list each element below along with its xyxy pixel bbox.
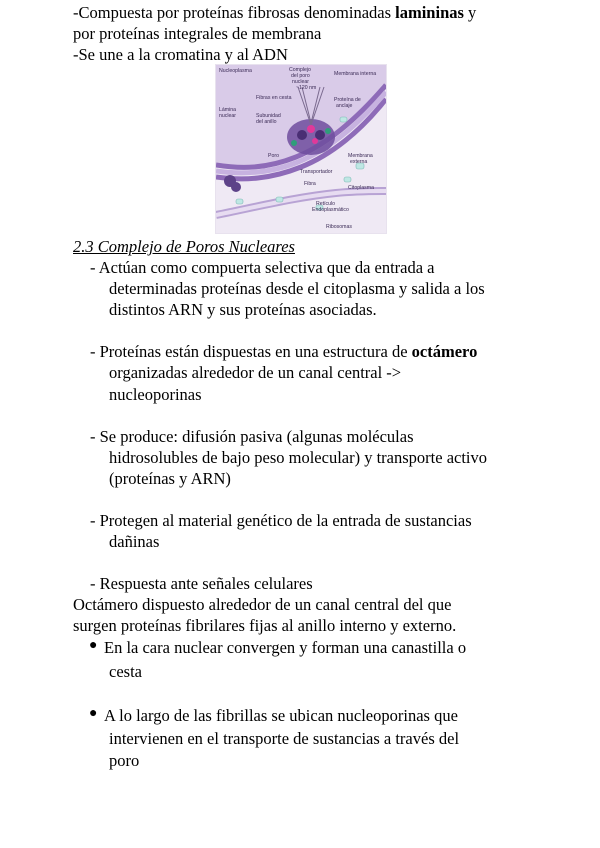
nuclear-pore-diagram xyxy=(216,65,386,233)
item-3-line-1: - Se produce: difusión pasiva (algunas moléculas xyxy=(90,427,414,446)
label-citoplasma: Citoplasma xyxy=(348,185,374,191)
bullet-1-line-1: En la cara nuclear convergen y forman una canastilla o xyxy=(104,638,467,657)
bold-lamininas: lamininas xyxy=(395,3,464,22)
ribosome xyxy=(276,197,283,202)
ribosome xyxy=(236,199,243,204)
ribosome xyxy=(344,177,351,182)
item-5-line-1: - Respuesta ante señales celulares xyxy=(90,574,313,593)
label-membrana: Membrana xyxy=(348,153,373,159)
label-nuclear: nuclear xyxy=(292,79,310,85)
octamer-line-1: Octámero dispuesto alrededor de un canal central del que xyxy=(73,595,452,614)
label-ribosomas: Ribosomas xyxy=(326,224,352,230)
bullet-2-line-3: poro xyxy=(109,751,140,770)
item-3-line-2: hidrosolubles de bajo peso molecular) y transporte activo xyxy=(109,448,488,467)
label-del-anillo: del anillo xyxy=(256,119,277,125)
item-4-line-2: dañinas xyxy=(109,532,160,551)
bullet-1-line-2: cesta xyxy=(109,662,142,681)
label-membrana-interna: Membrana interna xyxy=(334,71,377,77)
octamer-line-2: surgen proteínas fibrilares fijas al anillo interno y externo. xyxy=(73,616,457,635)
bullet-2-line-1: A lo largo de las fibrillas se ubican nucleoporinas que xyxy=(104,706,458,725)
label-nucleoplasma: Nucleoplasma xyxy=(219,68,252,74)
item-1-line-3: distintos ARN y sus proteínas asociadas. xyxy=(109,300,377,319)
label-nuclear-2: nuclear xyxy=(219,113,237,119)
label-transportador: Transportador xyxy=(300,169,333,175)
label-reticulo: Retículo xyxy=(316,201,336,207)
label-endoplasmatico: Endoplasmático xyxy=(312,207,349,213)
label-anclaje: anclaje xyxy=(336,103,353,109)
item-4-line-1: - Protegen al material genético de la entrada de sustancias xyxy=(90,511,472,530)
bullet-dot: ● xyxy=(89,706,98,721)
bullet-2-line-2: intervienen en el transporte de sustancias a través del xyxy=(109,729,460,748)
label-externa: externa xyxy=(350,159,368,165)
label-complejo: Complejo xyxy=(289,67,311,73)
label-proteina: Proteína de xyxy=(334,97,361,103)
item-1-line-1: - Actúan como compuerta selectiva que da entrada a xyxy=(90,258,435,277)
transporter xyxy=(307,125,315,133)
bold-octamero: octámero xyxy=(411,342,478,361)
label-fibra: Fibra xyxy=(304,181,316,187)
item-2-line-2: organizadas alrededor de un canal central -> xyxy=(109,363,402,382)
ring-subunit xyxy=(297,130,307,140)
label-fibras: Fibras en cesta xyxy=(256,95,292,101)
item-1-line-2: determinadas proteínas desde el citoplasma y salida a los xyxy=(109,279,485,298)
transporter xyxy=(312,138,318,144)
bullet-dot: ● xyxy=(89,638,98,653)
item-2-line-3: nucleoporinas xyxy=(109,385,202,404)
intro-line-3: -Se une a la cromatina y al ADN xyxy=(73,45,288,64)
anchor-protein xyxy=(291,140,297,146)
item-2-line-1: - Proteínas están dispuestas en una estructura de octámero xyxy=(90,342,478,361)
item-3-line-3: (proteínas y ARN) xyxy=(109,469,231,488)
section-heading: 2.3 Complejo de Poros Nucleares xyxy=(73,237,295,256)
anchor-protein xyxy=(325,128,331,134)
ribosome xyxy=(340,117,347,122)
chromatin-cluster xyxy=(231,182,241,192)
intro-line-2: por proteínas integrales de membrana xyxy=(73,24,322,43)
label-lamina: Lámina xyxy=(219,107,237,113)
label-poro: Poro xyxy=(268,153,279,159)
label-subunidad: Subunidad xyxy=(256,113,281,119)
nuclear-pore-figure xyxy=(215,64,387,234)
intro-line-1: -Compuesta por proteínas fibrosas denominadas lamininas y xyxy=(73,3,477,22)
label-del-poro: del poro xyxy=(291,73,310,79)
label-size: ~120 nm xyxy=(296,85,317,91)
